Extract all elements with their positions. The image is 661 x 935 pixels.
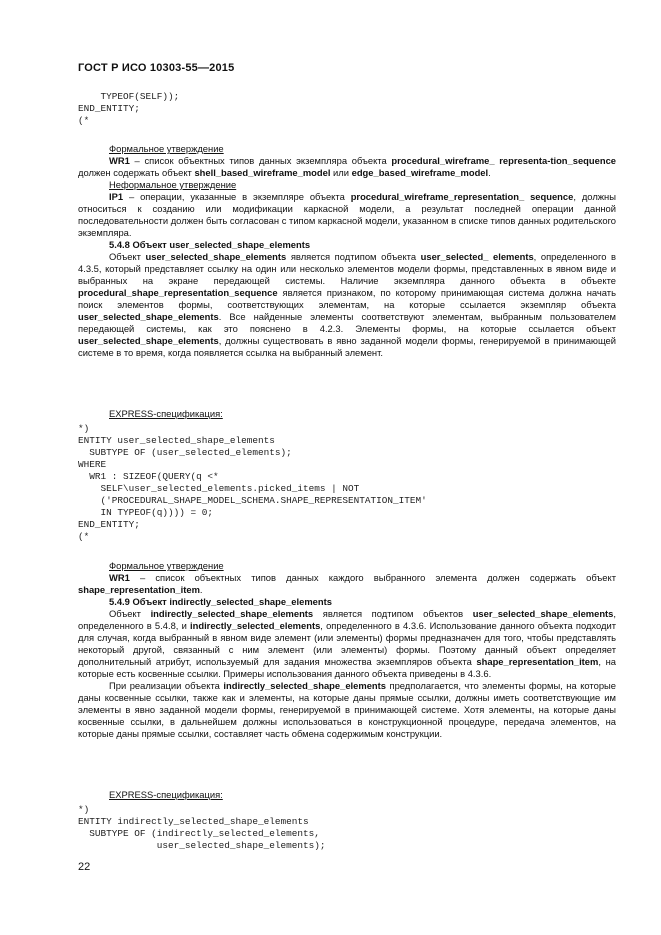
express-spec-label-2: EXPRESS-спецификация: <box>109 789 223 800</box>
code-line: ENTITY user_selected_shape_elements <box>78 435 275 446</box>
code-line: *) <box>78 423 90 434</box>
code-line: TYPEOF(SELF)); <box>78 91 180 102</box>
code-block-1 <box>78 91 638 127</box>
code-line: user_selected_shape_elements); <box>78 840 326 851</box>
code-line: SUBTYPE OF (indirectly_selected_elements, <box>78 828 320 839</box>
page-number: 22 <box>78 861 91 873</box>
informal-assertion-title: Неформальное утверждение <box>109 179 237 190</box>
code-line: ('PROCEDURAL_SHAPE_MODEL_SCHEMA.SHAPE_REPRESENTATION_ITEM' <box>78 495 427 506</box>
code-line: WHERE <box>78 459 107 470</box>
section-heading-548: 5.4.8 Объект user_selected_shape_elements <box>109 239 311 250</box>
code-line: *) <box>78 804 90 815</box>
code-block-2 <box>78 423 638 543</box>
code-line: (* <box>78 531 90 542</box>
formal-assertion-title: Формальное утверждение <box>109 560 224 571</box>
section-549-paragraph-1: Объект indirectly_selected_shape_elements является подтипом объектов user_selected_shape_elements, определенного в 5.4.8, и indirectly_selected_elements, определенного в 4.3.6. Использование данного объекта подходит для случая, когда выбранный в явном виде элемент (или элементы) формы предназначен для того, чтобы представлять некоторый другой, связанный с ним элемент (или элементы) формы. Поэтому данный объект определяет дополнительный атрибут, используемый для задания множества экземпляров объекта shape_representation_item, на которые есть косвенные ссылки. Примеры использования данного объекта приведены в 4.3.6. <box>78 608 617 679</box>
code-line: SELF\user_selected_elements.picked_items | NOT <box>78 483 360 494</box>
section-548-paragraph: Объект user_selected_shape_elements является подтипом объекта user_selected_ elements, определенного в 4.3.5, который представляет ссылку на один или несколько элементов модели формы, представленных в явном виде и выбранных на экране передающей системы. Наличие экземпляра данного объекта в объекте procedural_shape_representation_sequence является признаком, по которому принимающая система должна начать поиск элементов формы, соответствующих элементам, на которые ссылается экземпляр объекта user_selected_shape_elements. Все найденные элементы соответствуют элементам, выбранным пользователем передающей системы, как это пояснено в 4.2.3. Элементы формы, на которые ссылается объект user_selected_shape_elements, должны существовать в явно заданной модели формы, генерируемой в принимающей системе в то время, когда появляется ссылка на выбранный элемент. <box>78 251 616 358</box>
code-line: WR1 : SIZEOF(QUERY(q <* <box>78 471 219 482</box>
code-line: SUBTYPE OF (user_selected_elements); <box>78 447 292 458</box>
wr1-paragraph: WR1 – список объектных типов данных каждого выбранного элемента должен содержать объект shape_representation_item. <box>78 572 616 595</box>
document-header: ГОСТ Р ИСО 10303-55—2015 <box>78 62 235 74</box>
code-block-3 <box>78 804 638 852</box>
code-line: IN TYPEOF(q)))) = 0; <box>78 507 214 518</box>
code-line: (* <box>78 115 90 126</box>
text-section-1 <box>78 143 616 359</box>
code-line: ENTITY indirectly_selected_shape_elements <box>78 816 309 827</box>
code-line: END_ENTITY; <box>78 103 140 114</box>
section-heading-549: 5.4.9 Объект indirectly_selected_shape_elements <box>109 596 332 607</box>
ip1-paragraph: IP1 – операции, указанные в экземпляре объекта procedural_wireframe_representation_ sequence, должны относиться к созданию или модификации каркасной модели, а результат последней операции данной последовательности должен быть согласован с типом каркасной модели, указанном в списке типов данных родительского экземпляра. <box>78 191 616 238</box>
section-549-paragraph-2: При реализации объекта indirectly_selected_shape_elements предполагается, что элементы формы, на которые даны косвенные ссылки, также как и элементы, на которые даны прямые ссылки, должны иметь соответствующие им элементы в явно заданной модели формы, генерируемой в принимающей системе. Хотя элементы, на которые даны косвенные ссылки, в дальнейшем должны использоваться в конструкционной процедуре, передача элементов, на которые даны прямые ссылки, составляет часть обмена содержимым конструкции. <box>78 680 616 739</box>
express-spec-label-1: EXPRESS-спецификация: <box>109 408 223 419</box>
code-line: END_ENTITY; <box>78 519 140 530</box>
wr1-paragraph: WR1 – список объектных типов данных экземпляра объекта procedural_wireframe_ representa-tion_sequence должен содержать объект shell_based_wireframe_model или edge_based_wireframe_model. <box>78 155 616 178</box>
formal-assertion-title: Формальное утверждение <box>109 143 224 154</box>
text-section-2 <box>78 560 616 740</box>
